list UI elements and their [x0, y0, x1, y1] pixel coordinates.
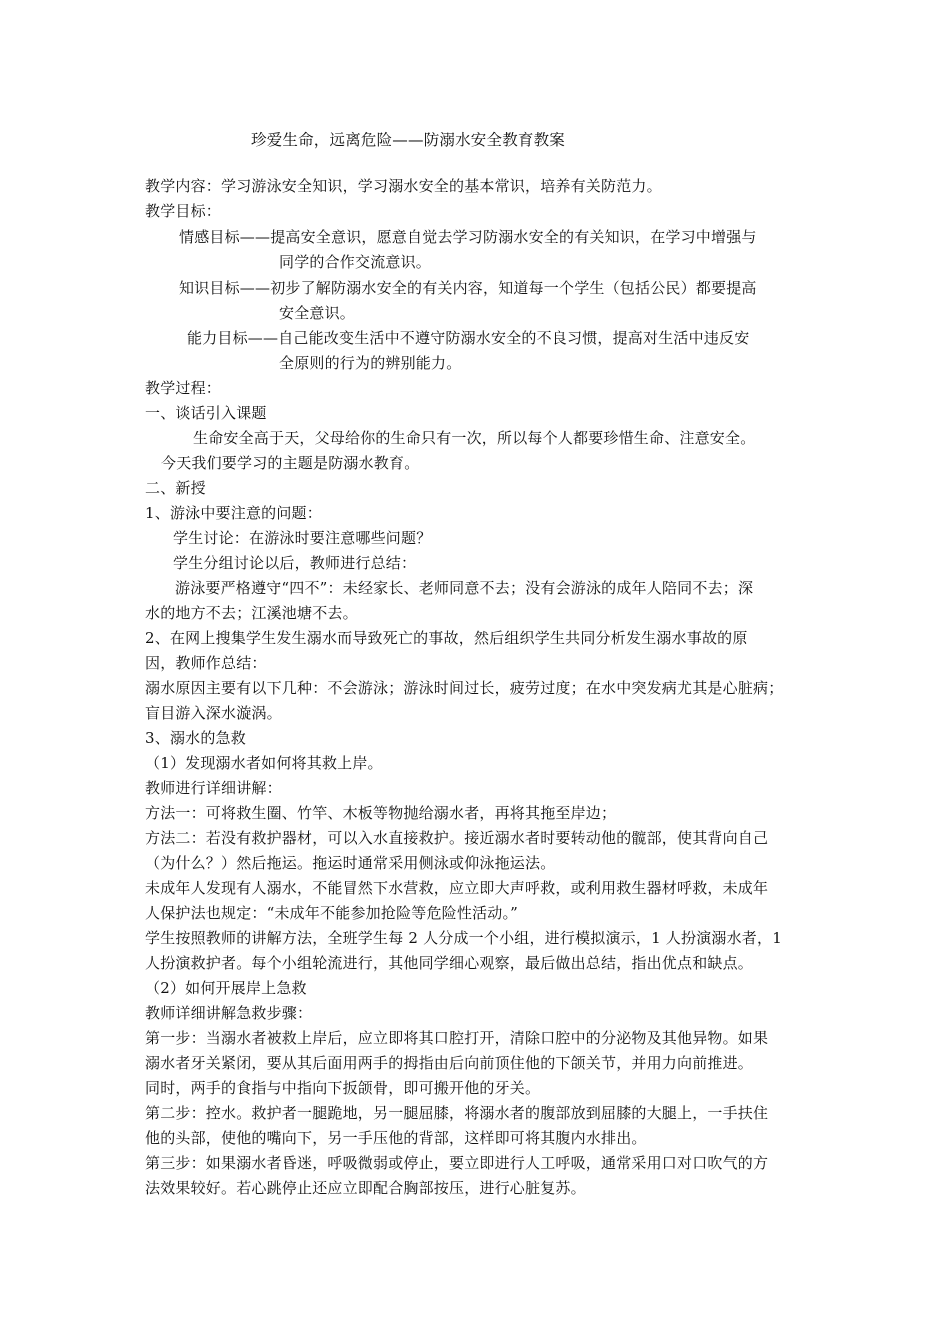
body-line: 盲目游入深水漩涡。: [145, 704, 282, 722]
body-line: 知识目标——初步了解防溺水安全的有关内容，知道每一个学生（包括公民）都要提高: [179, 279, 757, 297]
body-line: 法效果较好。若心跳停止还应立即配合胸部按压，进行心脏复苏。: [145, 1179, 586, 1197]
body-line: 教师详细讲解急救步骤：: [145, 1004, 313, 1022]
body-line: 安全意识。: [279, 304, 356, 322]
body-line: 同学的合作交流意识。: [279, 253, 432, 271]
body-line: 溺水原因主要有以下几种：不会游泳；游泳时间过长，疲劳过度；在水中突发病尤其是心脏病；: [145, 679, 784, 697]
body-line: 全原则的行为的辨别能力。: [279, 354, 462, 372]
body-line: 教学目标：: [145, 202, 222, 220]
body-line: 人扮演救护者。每个小组轮流进行，其他同学细心观察，最后做出总结，指出优点和缺点。: [145, 954, 754, 972]
body-line: 教师进行详细讲解：: [145, 779, 282, 797]
body-line: 同时，两手的食指与中指向下扳颌骨，即可搬开他的牙关。: [145, 1079, 541, 1097]
body-line: 未成年人发现有人溺水，不能冒然下水营救，应立即大声呼救，或利用救生器材呼救，未成年: [145, 879, 769, 897]
body-line: 今天我们要学习的主题是防溺水教育。: [161, 454, 420, 472]
body-line: 学生分组讨论以后，教师进行总结：: [173, 554, 417, 572]
body-line: 教学过程：: [145, 379, 222, 397]
body-line: 能力目标——自己能改变生活中不遵守防溺水安全的不良习惯，提高对生活中违反安: [187, 329, 750, 347]
body-line: 方法一：可将救生圈、竹竿、木板等物抛给溺水者，再将其拖至岸边；: [145, 804, 617, 822]
body-line: （为什么？）然后拖运。拖运时通常采用侧泳或仰泳拖运法。: [145, 854, 556, 872]
body-line: 第二步：控水。救护者一腿跪地，另一腿屈膝，将溺水者的腹部放到屈膝的大腿上，一手扶住: [145, 1104, 769, 1122]
body-line: 教学内容：学习游泳安全知识，学习溺水安全的基本常识，培养有关防范力。: [145, 177, 662, 195]
body-line: 学生按照教师的讲解方法，全班学生每 2 人分成一个小组，进行模拟演示，1 人扮演溺水者，1: [145, 929, 782, 947]
body-line: 情感目标——提高安全意识，愿意自觉去学习防溺水安全的有关知识，在学习中增强与: [179, 228, 757, 246]
body-line: 人保护法也规定：“未成年不能参加抢险等危险性活动。”: [145, 904, 519, 922]
body-line: （2）如何开展岸上急救: [145, 979, 307, 997]
body-line: 方法二：若没有救护器材，可以入水直接救护。接近溺水者时要转动他的髋部，使其背向自己: [145, 829, 769, 847]
body-line: 游泳要严格遵守“四不”：未经家长、老师同意不去；没有会游泳的成年人陪同不去；深: [175, 579, 754, 597]
body-line: 水的地方不去；江溪池塘不去。: [145, 604, 358, 622]
body-line: 二、新授: [145, 479, 206, 497]
body-line: （1）发现溺水者如何将其救上岸。: [145, 754, 383, 772]
body-line: 1、游泳中要注意的问题：: [145, 504, 322, 522]
body-line: 第三步：如果溺水者昏迷，呼吸微弱或停止，要立即进行人工呼吸，通常采用口对口吹气的方: [145, 1154, 769, 1172]
document-title: 珍爱生命，远离危险——防溺水安全教育教案: [251, 131, 566, 149]
body-line: 生命安全高于天，父母给你的生命只有一次，所以每个人都要珍惜生命、注意安全。: [193, 429, 756, 447]
body-line: 他的头部，使他的嘴向下，另一手压他的背部，这样即可将其腹内水排出。: [145, 1129, 647, 1147]
body-line: 学生讨论：在游泳时要注意哪些问题？: [173, 529, 432, 547]
body-line: 溺水者牙关紧闭，要从其后面用两手的拇指由后向前顶住他的下颌关节，并用力向前推进。: [145, 1054, 754, 1072]
body-line: 因，教师作总结：: [145, 654, 267, 672]
body-line: 2、在网上搜集学生发生溺水而导致死亡的事故，然后组织学生共同分析发生溺水事故的原: [145, 629, 748, 647]
body-line: 第一步：当溺水者被救上岸后，应立即将其口腔打开，清除口腔中的分泌物及其他异物。如果: [145, 1029, 769, 1047]
body-line: 3、溺水的急救: [145, 729, 246, 747]
body-line: 一、谈话引入课题: [145, 404, 267, 422]
